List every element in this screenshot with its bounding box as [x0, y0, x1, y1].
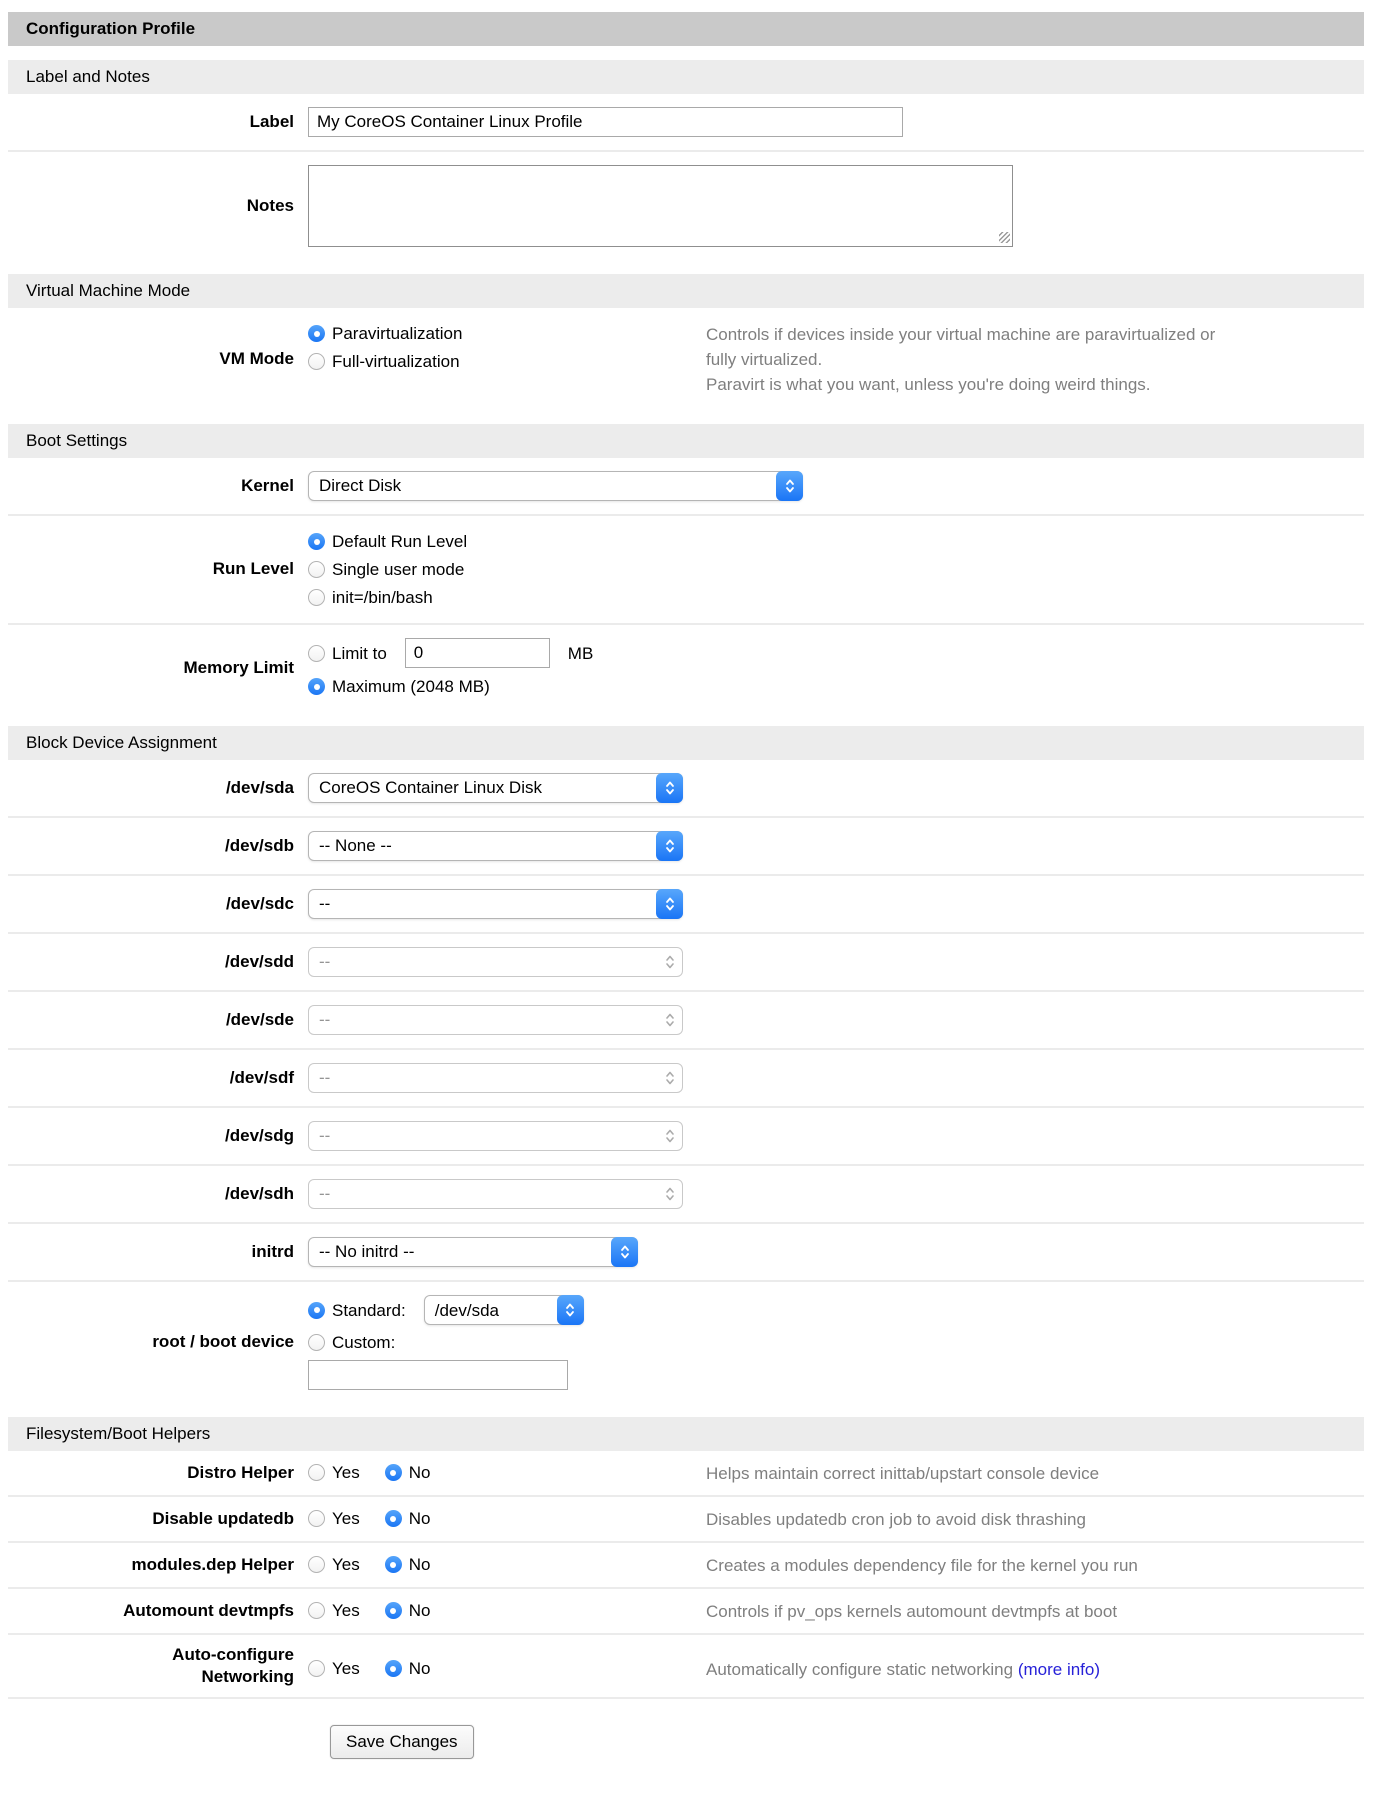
- dev-sdf-select-value: --: [319, 1068, 331, 1087]
- helper-row-modules-dep: [8, 1543, 1364, 1587]
- root-device-standard-label: Standard:: [332, 1300, 406, 1320]
- yes-label: Yes: [332, 1463, 360, 1482]
- dev-sdg-select: [308, 1121, 683, 1151]
- initrd-row: [8, 1224, 1364, 1280]
- dev-sdd-select-value: --: [319, 952, 331, 971]
- block-device-row-sda: [8, 760, 1364, 816]
- chevron-up-down-icon: [656, 773, 683, 803]
- page-title: Configuration Profile: [8, 12, 1364, 46]
- helper-help-text: Disables updatedb cron job to avoid disk thrashing: [706, 1510, 1086, 1529]
- helper-label: Auto-configure Networking: [172, 1645, 294, 1687]
- chevron-up-down-icon: [611, 1237, 638, 1267]
- block-device-row-sdb: [8, 818, 1364, 874]
- dev-sdb-select[interactable]: [308, 831, 683, 861]
- device-label: /dev/sdf: [229, 1067, 294, 1087]
- block-device-row-sdd: [8, 934, 1364, 990]
- automount-devtmpfs-radio-no[interactable]: [385, 1602, 402, 1619]
- memory-limit-row: [8, 625, 1364, 712]
- modules-dep-radio-no[interactable]: [385, 1556, 402, 1573]
- root-device-standard-select-value: /dev/sda: [434, 1300, 499, 1320]
- dev-sde-select-value: --: [319, 1010, 331, 1029]
- notes-textarea[interactable]: [308, 165, 1013, 247]
- notes-field-label: Notes: [246, 195, 294, 215]
- section-header-boot-settings: Boot Settings: [8, 424, 1364, 458]
- memory-unit-label: MB: [567, 643, 594, 663]
- run-level-radio-single-user[interactable]: [308, 561, 325, 578]
- helper-row-automount-devtmpfs: [8, 1589, 1364, 1633]
- disable-updatedb-radio-yes[interactable]: [308, 1510, 325, 1527]
- chevron-up-down-icon: [557, 1295, 584, 1325]
- kernel-label: Kernel: [241, 475, 294, 495]
- vm-mode-help-text: Controls if devices inside your virtual machine are paravirtualized or fully virtualized. Paravirt is what you want, unless you're doing weird things.: [706, 325, 1216, 394]
- dev-sda-select[interactable]: [308, 773, 683, 803]
- root-device-custom-input[interactable]: [308, 1360, 568, 1390]
- memory-limit-option-label: Limit to: [332, 643, 387, 663]
- label-field-label: Label: [249, 111, 294, 131]
- root-boot-device-label: root / boot device: [152, 1332, 294, 1352]
- dev-sdh-select: [308, 1179, 683, 1209]
- device-label: /dev/sdc: [225, 893, 294, 913]
- memory-maximum-option-label: Maximum (2048 MB): [332, 677, 490, 696]
- section-header-helpers: Filesystem/Boot Helpers: [8, 1417, 1364, 1451]
- run-level-radio-default[interactable]: [308, 533, 325, 550]
- notes-row: [8, 152, 1364, 260]
- no-label: No: [408, 1463, 431, 1482]
- vm-mode-option-label: Paravirtualization: [332, 324, 463, 343]
- distro-helper-radio-no[interactable]: [385, 1464, 402, 1481]
- chevron-up-down-icon: [656, 1005, 683, 1035]
- vm-mode-option-label: Full-virtualization: [332, 352, 460, 371]
- memory-limit-label: Memory Limit: [183, 658, 294, 678]
- helper-label: Disable updatedb: [152, 1508, 294, 1528]
- chevron-up-down-icon: [656, 889, 683, 919]
- device-label: /dev/sdd: [225, 951, 294, 971]
- run-level-option-label: Single user mode: [332, 560, 465, 579]
- run-level-row: [8, 516, 1364, 623]
- run-level-radio-init-bash[interactable]: [308, 589, 325, 606]
- helper-label: modules.dep Helper: [131, 1554, 294, 1574]
- run-level-option-label: init=/bin/bash: [332, 588, 433, 607]
- helper-row-auto-configure-networking: [8, 1635, 1364, 1697]
- block-device-row-sdf: [8, 1050, 1364, 1106]
- device-label: /dev/sdb: [225, 835, 294, 855]
- no-label: No: [408, 1555, 431, 1574]
- root-device-radio-custom[interactable]: [308, 1334, 325, 1351]
- device-label: /dev/sde: [225, 1009, 294, 1029]
- helper-label: Distro Helper: [187, 1462, 294, 1482]
- dev-sdd-select: [308, 947, 683, 977]
- helper-help-text: Automatically configure static networking (more info): [706, 1660, 1101, 1680]
- chevron-up-down-icon: [656, 947, 683, 977]
- auto-configure-networking-radio-yes[interactable]: [308, 1660, 325, 1677]
- vm-mode-row: [8, 308, 1364, 410]
- initrd-label: initrd: [251, 1241, 294, 1261]
- actions-row: [8, 1699, 1364, 1769]
- chevron-up-down-icon: [656, 1063, 683, 1093]
- helper-help-text: Controls if pv_ops kernels automount devtmpfs at boot: [706, 1602, 1118, 1621]
- section-header-block-devices: Block Device Assignment: [8, 726, 1364, 760]
- device-label: /dev/sdh: [225, 1183, 294, 1203]
- distro-helper-radio-yes[interactable]: [308, 1464, 325, 1481]
- block-device-row-sdh: [8, 1166, 1364, 1222]
- section-header-vm-mode: Virtual Machine Mode: [8, 274, 1364, 308]
- yes-label: Yes: [332, 1601, 360, 1620]
- yes-label: Yes: [332, 1659, 360, 1679]
- kernel-select-value: Direct Disk: [319, 476, 402, 495]
- dev-sdh-select-value: --: [319, 1184, 331, 1203]
- dev-sde-select: [308, 1005, 683, 1035]
- block-device-row-sde: [8, 992, 1364, 1048]
- helper-row-disable-updatedb: [8, 1497, 1364, 1541]
- save-changes-button[interactable]: Save Changes: [330, 1725, 474, 1759]
- run-level-option-label: Default Run Level: [332, 532, 468, 551]
- helper-help-text: Creates a modules dependency file for the kernel you run: [706, 1556, 1138, 1575]
- helper-help-text: Helps maintain correct inittab/upstart console device: [706, 1464, 1100, 1483]
- block-device-row-sdc: [8, 876, 1364, 932]
- dev-sdc-select-value: --: [319, 894, 331, 913]
- resize-handle-icon[interactable]: [999, 232, 1010, 243]
- dev-sdb-select-value: -- None --: [319, 836, 392, 855]
- helper-row-distro: [8, 1451, 1364, 1495]
- dev-sdg-select-value: --: [319, 1126, 331, 1145]
- device-label: /dev/sda: [225, 777, 294, 797]
- root-boot-device-row: [8, 1282, 1364, 1403]
- yes-label: Yes: [332, 1555, 360, 1574]
- initrd-select[interactable]: [308, 1237, 638, 1267]
- chevron-up-down-icon: [656, 831, 683, 861]
- no-label: No: [408, 1659, 431, 1679]
- dev-sdc-select[interactable]: [308, 889, 683, 919]
- disable-updatedb-radio-no[interactable]: [385, 1510, 402, 1527]
- dev-sda-select-value: CoreOS Container Linux Disk: [319, 778, 542, 797]
- root-device-radio-standard[interactable]: [308, 1302, 325, 1319]
- label-input[interactable]: [308, 107, 903, 137]
- memory-limit-input[interactable]: [405, 638, 550, 668]
- memory-limit-radio-maximum[interactable]: [308, 678, 325, 695]
- kernel-select[interactable]: [308, 471, 803, 501]
- dev-sdf-select: [308, 1063, 683, 1093]
- no-label: No: [408, 1601, 431, 1620]
- root-device-standard-select[interactable]: [424, 1295, 584, 1325]
- chevron-up-down-icon: [776, 471, 803, 501]
- helper-label: Automount devtmpfs: [123, 1600, 294, 1620]
- vm-mode-radio-paravirtualization[interactable]: [308, 325, 325, 342]
- vm-mode-radio-full-virtualization[interactable]: [308, 353, 325, 370]
- block-device-row-sdg: [8, 1108, 1364, 1164]
- more-info-link[interactable]: (more info): [1017, 1660, 1101, 1680]
- label-row: [8, 94, 1364, 150]
- automount-devtmpfs-radio-yes[interactable]: [308, 1602, 325, 1619]
- memory-limit-radio-limit-to[interactable]: [308, 645, 325, 662]
- device-label: /dev/sdg: [225, 1125, 294, 1145]
- initrd-select-value: -- No initrd --: [319, 1242, 415, 1261]
- run-level-label: Run Level: [212, 559, 294, 579]
- modules-dep-radio-yes[interactable]: [308, 1556, 325, 1573]
- vm-mode-label: VM Mode: [219, 348, 294, 368]
- chevron-up-down-icon: [656, 1121, 683, 1151]
- section-header-label-and-notes: Label and Notes: [8, 60, 1364, 94]
- auto-configure-networking-radio-no[interactable]: [385, 1660, 402, 1677]
- chevron-up-down-icon: [656, 1179, 683, 1209]
- no-label: No: [408, 1509, 431, 1528]
- root-device-custom-label: Custom:: [332, 1333, 396, 1352]
- kernel-row: [8, 458, 1364, 514]
- yes-label: Yes: [332, 1509, 360, 1528]
